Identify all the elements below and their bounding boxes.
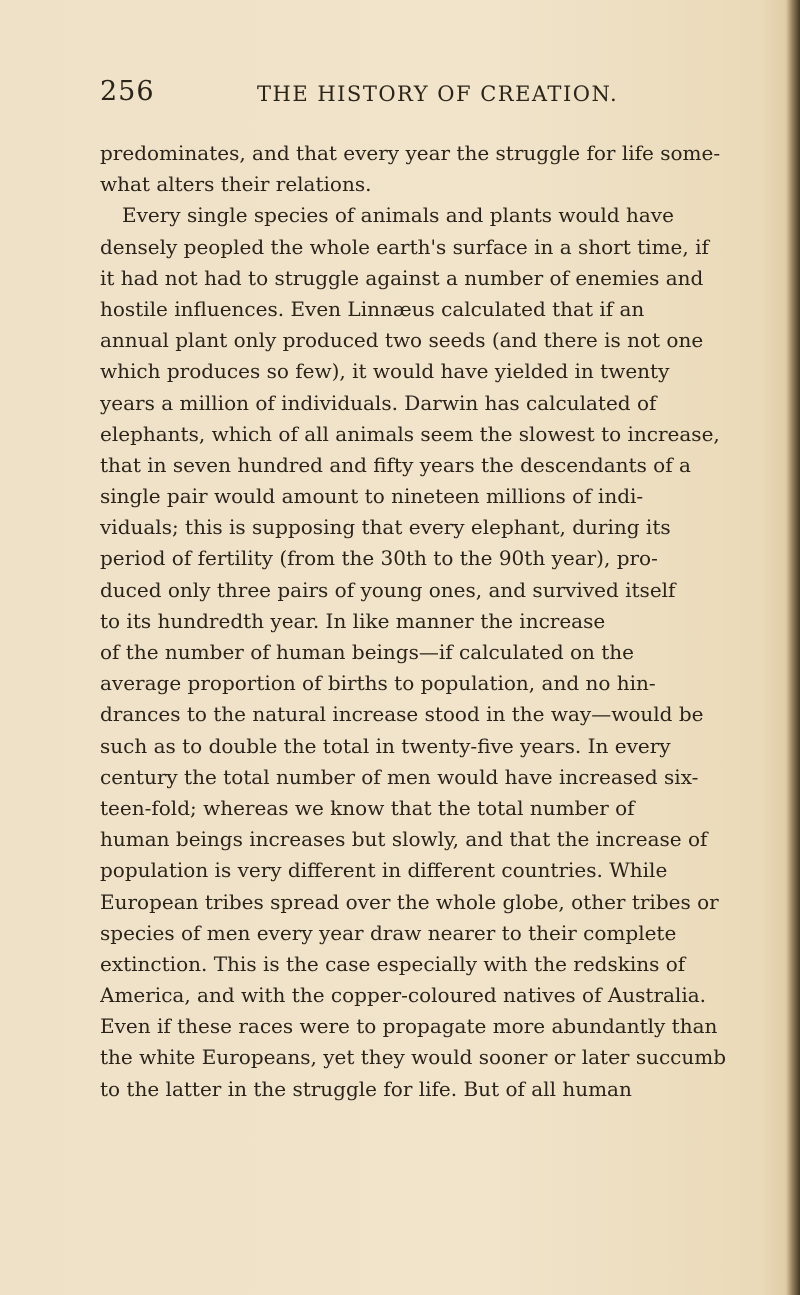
text-line: predominates, and that every year the struggle for life some- — [100, 141, 721, 165]
text-line: duced only three pairs of young ones, and survived itself — [100, 577, 676, 602]
text-line: years a million of individuals. Darwin has calculated of — [100, 390, 657, 415]
text-line: annual plant only produced two seeds (and there is not one — [100, 328, 704, 353]
page-number: 256 — [100, 76, 155, 107]
page-edge-shadow — [786, 0, 800, 1295]
text-line: population is very different in different countries. While — [100, 858, 668, 883]
text-line: which produces so few), it would have yielded in twenty — [100, 359, 670, 384]
text-line: drances to the natural increase stood in the way—would be — [100, 702, 704, 727]
text-line: such as to double the total in twenty-five years. In every — [100, 733, 671, 758]
text-line: century the total number of men would have increased six- — [100, 764, 699, 789]
text-line: species of men every year draw nearer to their complete — [100, 920, 677, 945]
text-line: human beings increases but slowly, and that the increase of — [100, 827, 708, 852]
text-line: what alters their relations. — [100, 172, 372, 197]
text-line: teen-fold; whereas we know that the total number of — [100, 795, 635, 820]
text-line: America, and with the copper-coloured natives of Australia. — [100, 983, 707, 1008]
text-line: densely peopled the whole earth's surface in a short time, if — [100, 234, 709, 259]
text-line: it had not had to struggle against a number of enemies and — [100, 265, 704, 290]
text-line: to the latter in the struggle for life. But of all human — [100, 1076, 632, 1101]
text-line: European tribes spread over the whole globe, other tribes or — [100, 889, 719, 914]
text-line: Every single species of animals and plants would have — [122, 203, 674, 228]
running-title: THE HISTORY OF CREATION. — [257, 82, 619, 106]
text-line: period of fertility (from the 30th to the 90th year), pro- — [100, 546, 658, 571]
text-line: extinction. This is the case especially with the redskins of — [100, 951, 686, 976]
page-header — [100, 76, 740, 116]
text-line: single pair would amount to nineteen millions of indi- — [100, 484, 644, 509]
text-line: that in seven hundred and fifty years the descendants of a — [100, 452, 691, 477]
body-text — [100, 138, 770, 1105]
text-line: hostile influences. Even Linnæus calculated that if an — [100, 296, 645, 321]
text-line: to its hundredth year. In like manner the increase — [100, 608, 606, 633]
text-line: elephants, which of all animals seem the slowest to increase, — [100, 421, 720, 446]
text-line: Even if these races were to propagate more abundantly than — [100, 1014, 718, 1039]
text-line: of the number of human beings—if calculated on the — [100, 640, 635, 664]
text-line: average proportion of births to population, and no hin- — [100, 671, 656, 696]
text-line: the white Europeans, yet they would sooner or later succumb — [100, 1045, 727, 1070]
text-line: viduals; this is supposing that every elephant, during its — [100, 515, 671, 540]
